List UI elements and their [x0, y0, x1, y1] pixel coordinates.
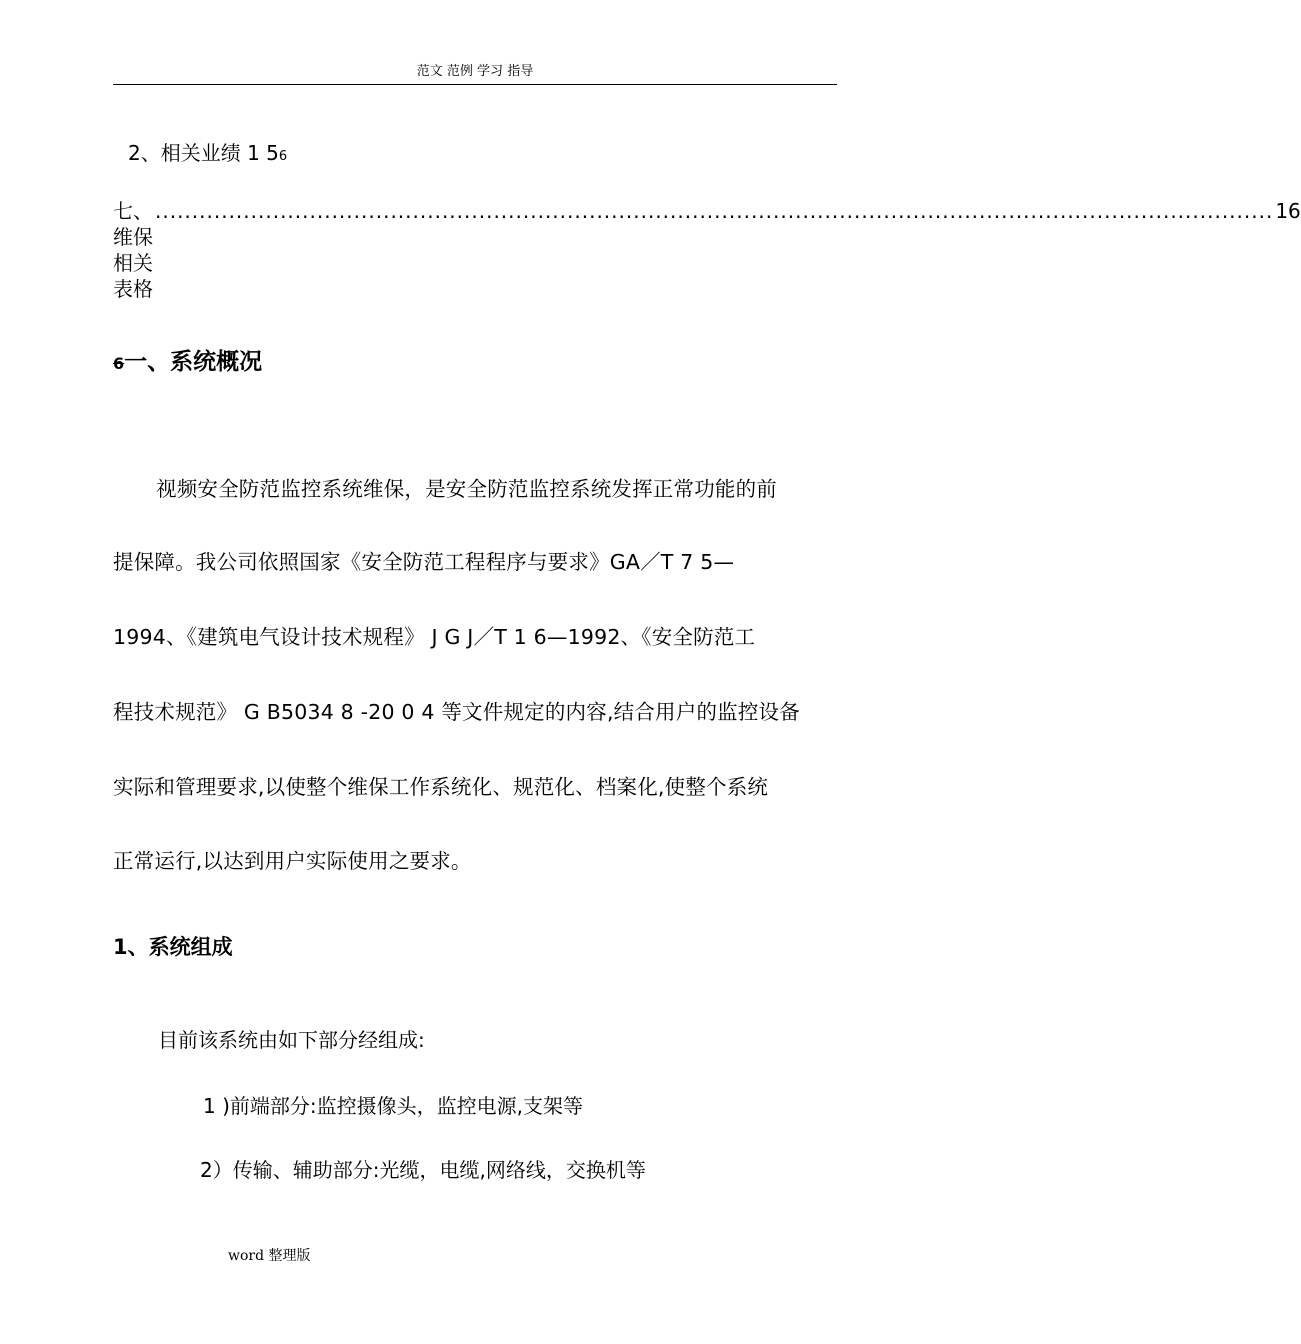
heading-marker: 6 [113, 354, 125, 373]
composition-item-front-end: 1 )前端部分:监控摄像头，监控电源,支架等 [203, 1094, 583, 1118]
paragraph-line-3: 1994、《建筑电气设计技术规程》 J G J／T 1 6—1992、《安全防范工 [113, 625, 756, 649]
section-heading-text: 一、系统概况 [124, 349, 263, 375]
page-header: 范文 范例 学习 指导 [416, 64, 534, 79]
subsection-heading-system-composition: 1、系统组成 [113, 935, 233, 959]
header-divider [113, 84, 837, 85]
paragraph-line-2: 提保障。我公司依照国家《安全防范工程程序与要求》GA／T 7 5— [113, 550, 735, 574]
toc-item-related-performance [128, 140, 287, 170]
page-footer: word 整理版 [228, 1248, 311, 1264]
toc-item-related-performance-label: 2、相关业绩 1 5 [128, 141, 279, 165]
toc-item-maintenance-forms [113, 198, 1301, 302]
composition-item-transmission: 2）传输、辅助部分:光缆，电缆,网络线，交换机等 [200, 1158, 646, 1182]
paragraph-line-1: 视频安全防范监控系统维保，是安全防范监控系统发挥正常功能的前 [156, 477, 777, 501]
section-heading-system-overview [113, 349, 262, 377]
toc-item-maintenance-forms-label: 七、维保相关表格 [113, 199, 153, 301]
paragraph-line-5: 实际和管理要求,以使整个维保工作系统化、规范化、档案化,使整个系统 [113, 775, 769, 799]
toc-item-maintenance-forms-page: 16 [1275, 199, 1301, 223]
toc-dot-leader: ........................................................................................................................................................ [155, 199, 1274, 223]
composition-intro: 目前该系统由如下部分经组成: [158, 1028, 425, 1052]
paragraph-line-4: 程技术规范》 G B5034 8 -20 0 4 等文件规定的内容,结合用户的监控设备 [113, 700, 800, 724]
paragraph-line-6: 正常运行,以达到用户实际使用之要求。 [113, 849, 472, 873]
toc-item-related-performance-mark: 6 [278, 149, 288, 164]
